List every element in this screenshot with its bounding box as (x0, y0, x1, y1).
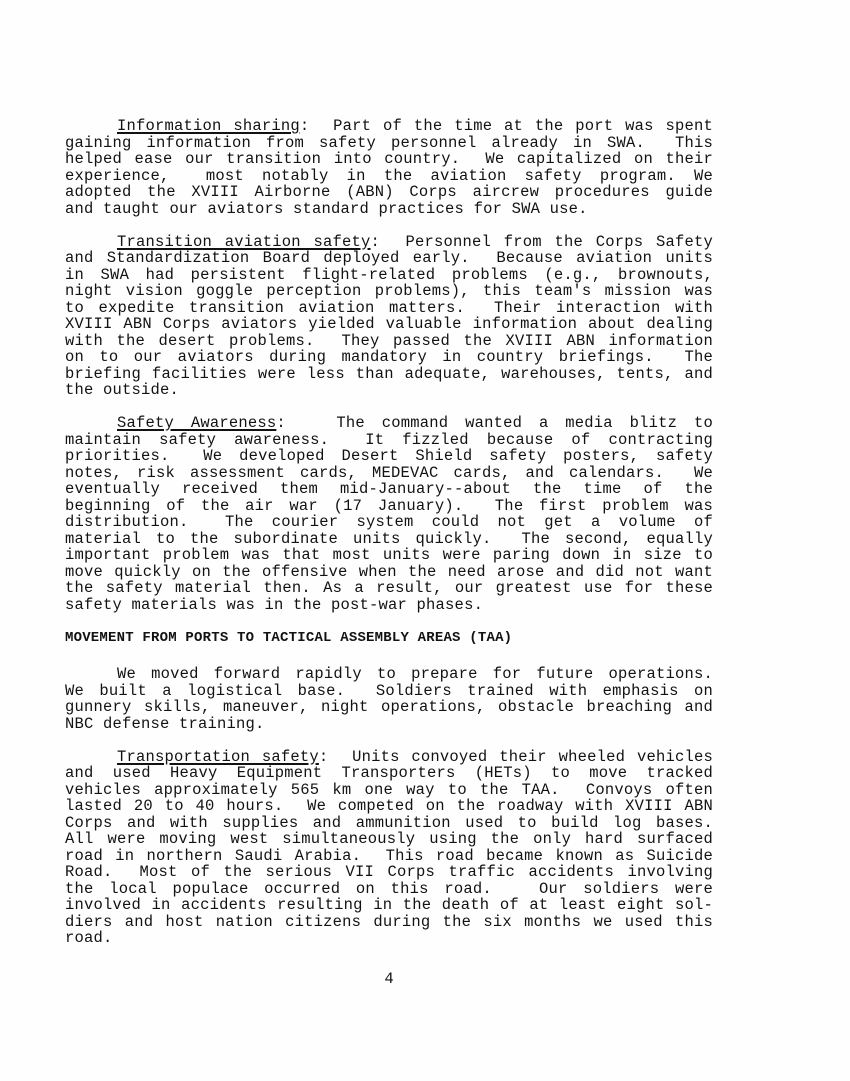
text-line (65, 765, 713, 782)
section-heading-movement-from-ports: MOVEMENT FROM PORTS TO TACTICAL ASSEMBLY AREAS (TAA) (65, 629, 513, 646)
text-segment: Corps and with supplies and ammunition used to build log bases. (65, 813, 713, 832)
text-segment: We moved forward rapidly to prepare for future operations. (117, 665, 713, 683)
text-line (65, 151, 713, 168)
text-segment: important problem was that most units were paring down in size to (65, 546, 713, 564)
text-segment: helped ease our transition into country. We capitalized on their (65, 150, 713, 168)
text-segment: on to our aviators during mandatory in country briefings. The (65, 348, 713, 366)
text-line (65, 716, 713, 733)
text-segment: notes, risk assessment cards, MEDEVAC cards, and calendars. We (65, 463, 713, 482)
text-segment: the safety material then. As a result, our greatest use for these (65, 579, 713, 597)
text-line (65, 135, 713, 152)
text-line (65, 666, 713, 683)
text-line (65, 699, 713, 716)
text-segment: : The command wanted a media blitz to (276, 414, 713, 432)
text-line (65, 118, 713, 135)
text-segment: lasted 20 to 40 hours. We competed on the roadway with XVIII ABN (65, 797, 713, 815)
text-segment: diers and host nation citizens during the six months we used this (65, 912, 713, 931)
text-segment: : Personnel from the Corps Safety (370, 232, 713, 251)
text-line (65, 448, 713, 465)
text-line (65, 366, 713, 383)
text-line (65, 267, 713, 284)
text-segment: the outside. (65, 381, 180, 399)
text-line (65, 498, 713, 515)
text-line (65, 415, 713, 432)
text-line (65, 782, 713, 799)
text-line (65, 831, 713, 848)
text-segment: night vision goggle perception problems), this team's mission was (65, 282, 713, 300)
text-segment: move quickly on the offensive when the need arose and did not want (65, 562, 713, 581)
text-line (65, 848, 713, 865)
text-line (65, 382, 713, 399)
text-line (65, 168, 713, 185)
text-segment: road. (65, 929, 113, 947)
text-line (65, 234, 713, 251)
run-in-heading-underlined: Information sharing (117, 117, 300, 135)
text-segment: to expedite transition aviation matters. Their interaction with (65, 298, 713, 317)
text-line (65, 798, 713, 815)
text-line (65, 250, 713, 267)
text-segment: with the desert problems. They passed the XVIII ABN information (65, 331, 713, 350)
text-segment: in SWA had persistent flight-related problems (e.g., brownouts, (65, 265, 713, 284)
text-line (65, 432, 713, 449)
run-in-heading-underlined: Safety Awareness (117, 414, 277, 432)
text-line (65, 333, 713, 350)
text-line (65, 597, 713, 614)
text-line (65, 300, 713, 317)
text-segment: Road. Most of the serious VII Corps traffic accidents involving (65, 863, 713, 881)
text-segment: experience, most notably in the aviation safety program. We (65, 166, 713, 185)
paragraph-movement-intro (65, 666, 713, 732)
page-number: 4 (384, 969, 394, 988)
text-line (65, 815, 713, 832)
text-segment: road in northern Saudi Arabia. This road became known as Suicide (65, 846, 713, 865)
run-in-heading-underlined: Transition aviation safety (117, 232, 371, 251)
text-segment: gaining information from safety personnel already in SWA. This (65, 133, 713, 152)
text-line (65, 881, 713, 898)
text-line (65, 283, 713, 300)
text-segment: We built a logistical base. Soldiers trained with emphasis on (65, 681, 713, 700)
text-segment: involved in accidents resulting in the death of at least eight sol- (65, 896, 713, 914)
text-segment: gunnery skills, maneuver, night operations, obstacle breaching and (65, 698, 713, 716)
text-segment: and used Heavy Equipment Transporters (HETs) to move tracked (65, 764, 713, 782)
text-segment: and taught our aviators standard practices for SWA use. (65, 199, 588, 218)
text-segment: and Standardization Board deployed early. Because aviation units (65, 249, 713, 267)
text-segment: priorities. We developed Desert Shield safety posters, safety (65, 447, 713, 465)
text-segment: : Units convoyed their wheeled vehicles (318, 747, 713, 766)
text-line (65, 930, 713, 947)
text-line (65, 349, 713, 366)
text-line (65, 864, 713, 881)
text-line (65, 184, 713, 201)
text-segment: briefing facilities were less than adequate, warehouses, tents, and (65, 364, 713, 383)
text-line (65, 201, 713, 218)
text-segment: safety materials was in the post-war phases. (65, 595, 484, 614)
text-line (65, 749, 713, 766)
paragraph-transition-aviation-safety (65, 234, 713, 399)
text-segment: the local populace occurred on this road. Our soldiers were (65, 879, 713, 898)
text-line (65, 564, 713, 581)
text-line (65, 465, 713, 482)
paragraph-information-sharing (65, 118, 713, 217)
text-segment: material to the subordinate units quickly. The second, equally (65, 529, 713, 548)
paragraph-transportation-safety (65, 749, 713, 947)
text-segment: adopted the XVIII Airborne (ABN) Corps aircrew procedures guide (65, 183, 713, 201)
text-segment: All were moving west simultaneously using the only hard surfaced (65, 830, 713, 848)
text-segment: NBC defense training. (65, 714, 265, 733)
text-line (65, 531, 713, 548)
text-line (65, 547, 713, 564)
text-line (65, 316, 713, 333)
text-line (65, 580, 713, 597)
text-segment: : Part of the time at the port was spent (299, 117, 714, 135)
text-segment: eventually received them mid-January--about the time of the (65, 480, 713, 498)
text-line (65, 683, 713, 700)
text-segment: beginning of the air war (17 January). The first problem was (65, 496, 713, 515)
text-line (65, 514, 713, 531)
text-line (65, 481, 713, 498)
page-content (65, 118, 713, 987)
text-line (65, 914, 713, 931)
text-line (65, 897, 713, 914)
text-segment: distribution. The courier system could not get a volume of (65, 513, 713, 531)
text-segment: vehicles approximately 565 km one way to the TAA. Convoys often (65, 780, 713, 799)
text-segment: maintain safety awareness. It fizzled because of contracting (65, 430, 713, 449)
run-in-heading-underlined: Transportation safety (117, 747, 319, 766)
text-segment: XVIII ABN Corps aviators yielded valuable information about dealing (65, 315, 713, 333)
paragraph-safety-awareness (65, 415, 713, 613)
